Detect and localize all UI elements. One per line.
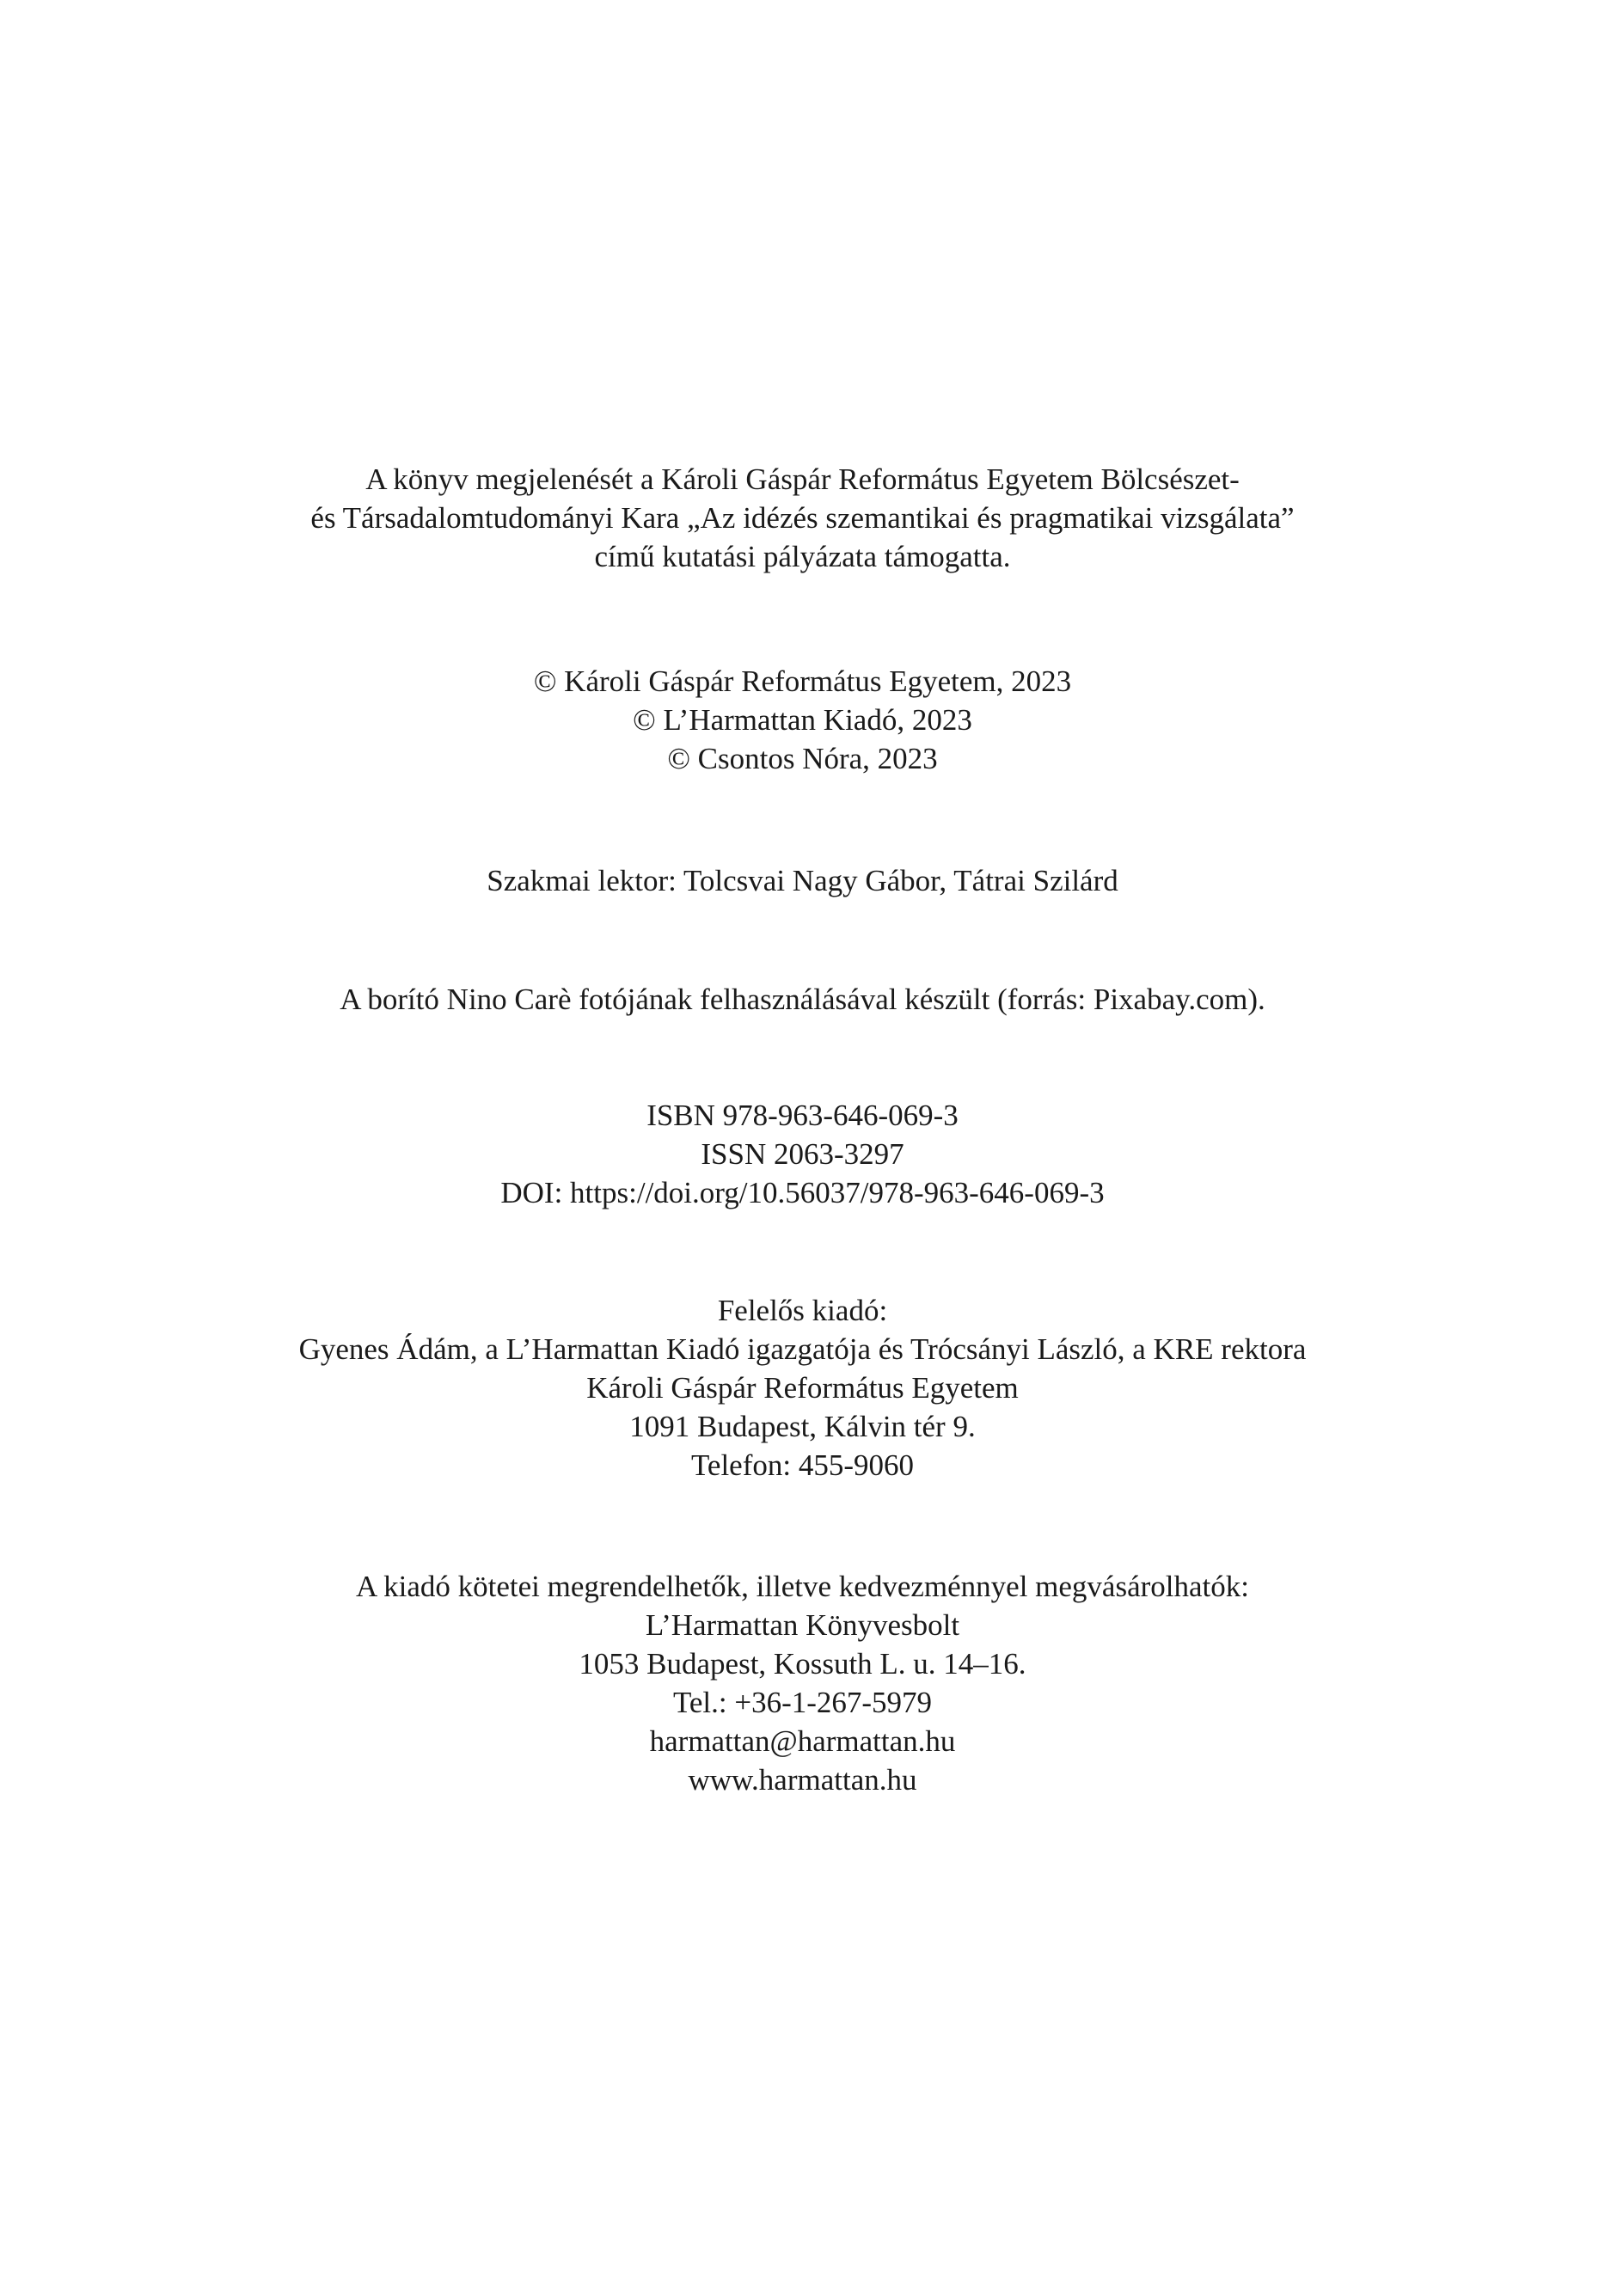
funding-acknowledgement xyxy=(0,460,1605,576)
orders-intro: A kiadó kötetei megrendelhetők, illetve kedvezménnyel megvásárolhatók: xyxy=(356,1570,1249,1603)
copyright-notices xyxy=(0,662,1605,778)
issn: ISSN 2063-3297 xyxy=(701,1137,904,1171)
publisher-address: 1091 Budapest, Kálvin tér 9. xyxy=(629,1410,976,1443)
copyright-line: © Károli Gáspár Református Egyetem, 2023 xyxy=(533,664,1072,698)
reviewers-credit xyxy=(0,861,1605,900)
funding-line: A könyv megjelenését a Károli Gáspár Református Egyetem Bölcsészet- xyxy=(365,462,1240,496)
publisher-institution: Károli Gáspár Református Egyetem xyxy=(586,1371,1019,1405)
cover-credit xyxy=(0,980,1605,1019)
bookshop-name: L’Harmattan Könyvesbolt xyxy=(645,1608,960,1642)
bookshop-phone: Tel.: +36-1-267-5979 xyxy=(672,1686,933,1719)
funding-line: című kutatási pályázata támogatta. xyxy=(594,540,1011,573)
doi-link[interactable]: DOI: https://doi.org/10.56037/978-963-646-069-3 xyxy=(500,1176,1105,1209)
funding-line: és Társadalomtudományi Kara „Az idézés szemantikai és pragmatikai vizsgálata” xyxy=(310,501,1295,535)
bookshop-email[interactable]: harmattan@harmattan.hu xyxy=(649,1724,956,1758)
bookshop-website[interactable]: www.harmattan.hu xyxy=(688,1763,917,1797)
publication-identifiers xyxy=(0,1096,1605,1212)
copyright-line: © L’Harmattan Kiadó, 2023 xyxy=(633,703,972,737)
isbn: ISBN 978-963-646-069-3 xyxy=(646,1099,959,1132)
cover-credit-line: A borító Nino Carè fotójának felhasználásával készült (forrás: Pixabay.com). xyxy=(340,983,1265,1016)
copyright-line: © Csontos Nóra, 2023 xyxy=(667,742,938,775)
responsible-publisher xyxy=(0,1291,1605,1485)
reviewers-line: Szakmai lektor: Tolcsvai Nagy Gábor, Tátrai Szilárd xyxy=(487,864,1118,897)
bookshop-address: 1053 Budapest, Kossuth L. u. 14–16. xyxy=(579,1647,1026,1681)
publisher-heading: Felelős kiadó: xyxy=(717,1294,888,1327)
publisher-names: Gyenes Ádám, a L’Harmattan Kiadó igazgatója és Trócsányi László, a KRE rektora xyxy=(298,1332,1307,1366)
publisher-phone: Telefon: 455-9060 xyxy=(690,1448,914,1482)
ordering-info xyxy=(0,1567,1605,1799)
